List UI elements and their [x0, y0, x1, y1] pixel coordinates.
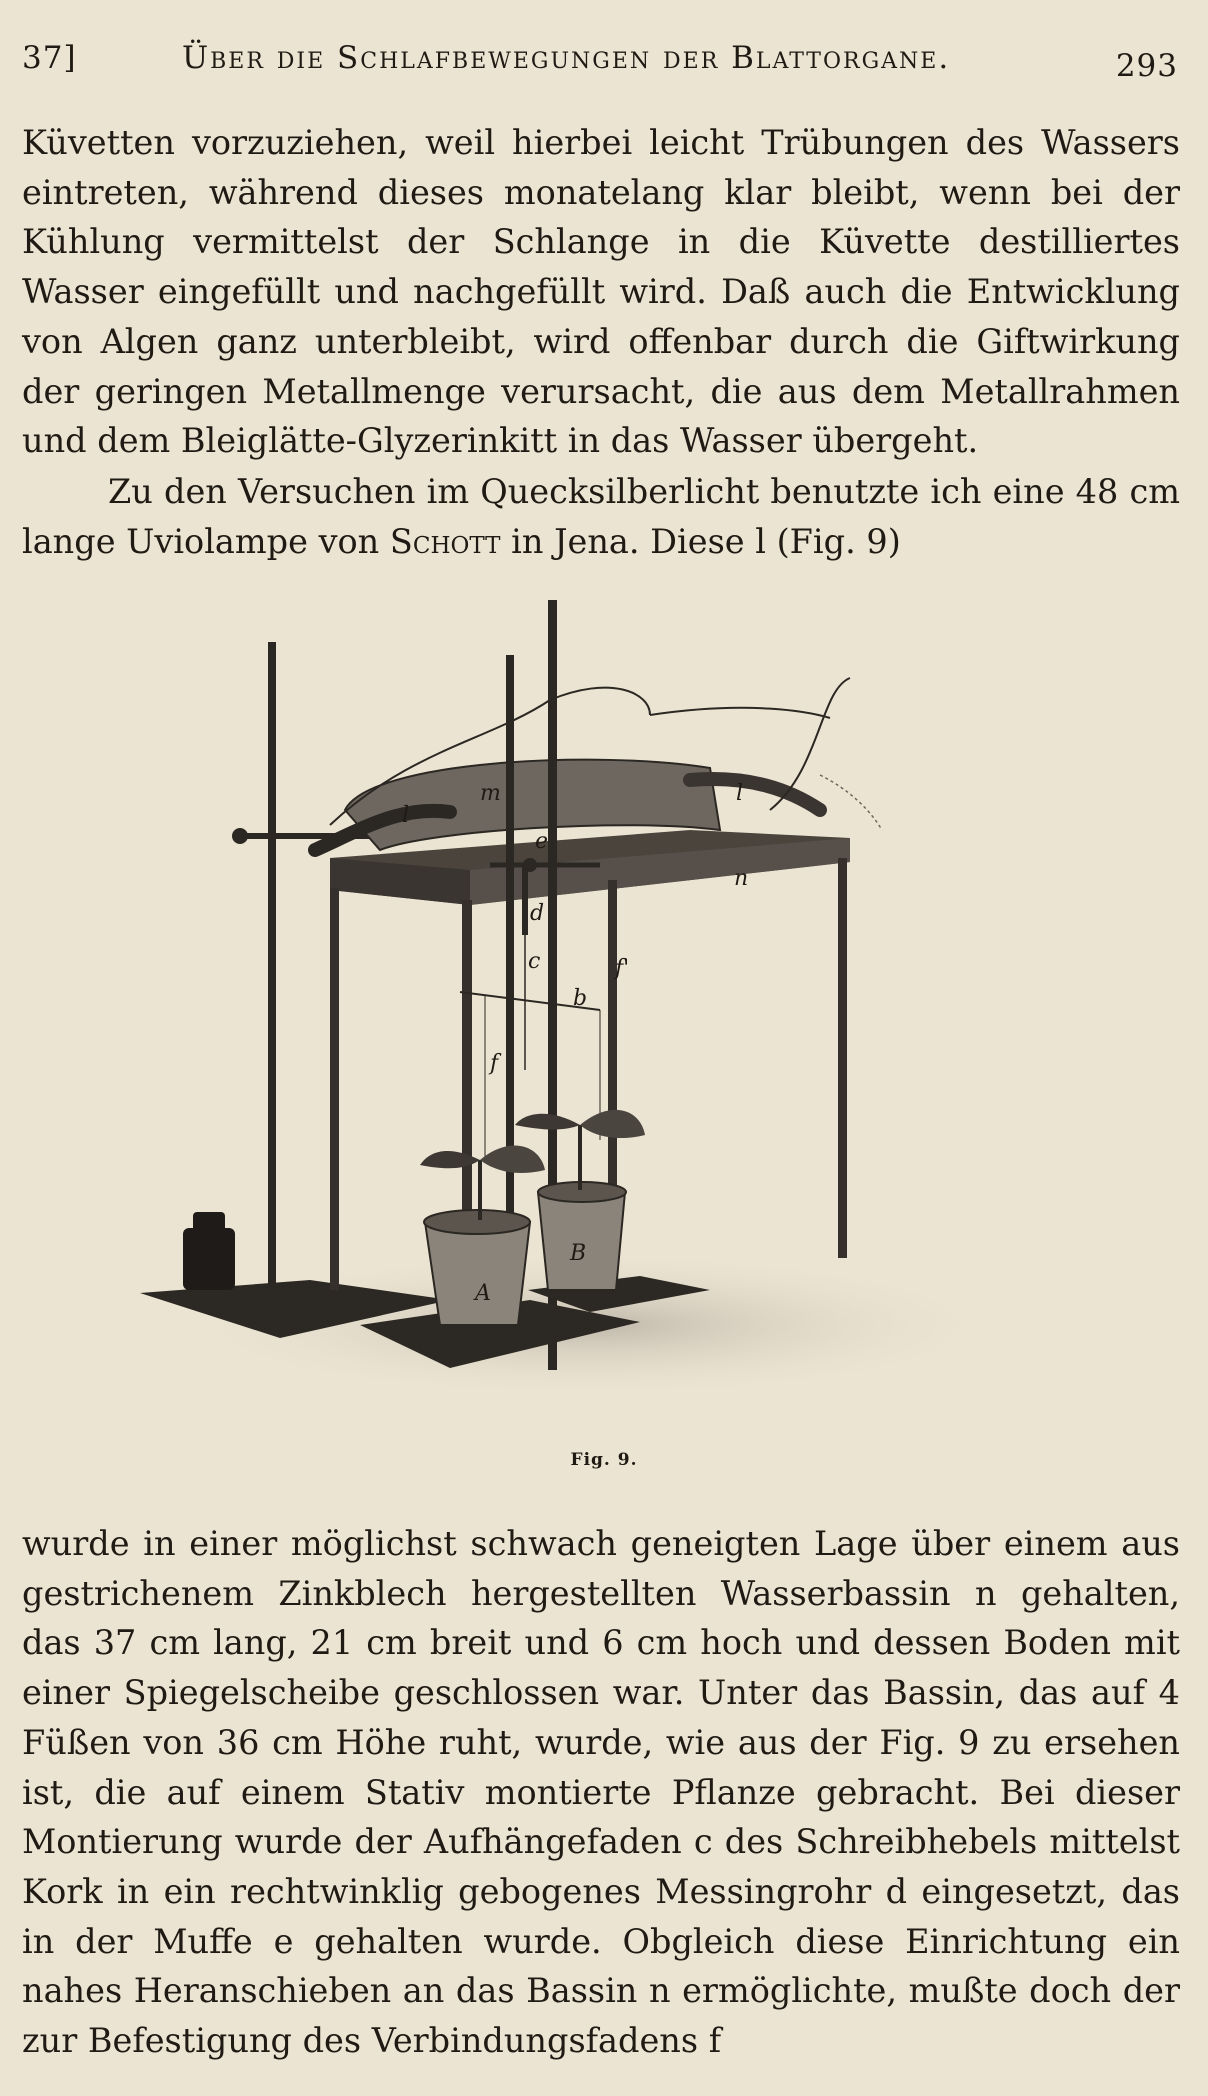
bean-plant-a [420, 1146, 545, 1220]
plant-stand-rod [506, 655, 514, 1285]
figure-label-m: m [480, 781, 501, 806]
paragraph-text: Zu den Versuchen im Quecksilberlicht benutzte ich eine 48 cm lange Uviolampe von [22, 472, 1180, 561]
figure-label-d: d [530, 901, 545, 926]
table-leg [838, 858, 847, 1258]
reflection-line [820, 775, 882, 830]
apparatus-illustration [130, 600, 1010, 1430]
figure-label-c: c [528, 949, 541, 974]
weight [183, 1212, 235, 1290]
running-title: Über die Schlafbewegungen der Blattorgane. [182, 40, 951, 76]
plant-pot-b [538, 1182, 626, 1290]
page-number: 293 [1115, 48, 1178, 84]
plant-pot-a [424, 1210, 530, 1325]
figure-caption: Fig. 9. [570, 1450, 638, 1470]
figure-label-b-pot: B [570, 1241, 587, 1266]
figure-label-n: n [734, 866, 749, 891]
figure-label-b: b [573, 986, 588, 1011]
author-name: Schott [389, 521, 501, 561]
chapter-marker: 37] [22, 40, 77, 76]
clamp-screw [232, 828, 248, 844]
paragraph [22, 467, 1180, 566]
wire [650, 708, 830, 718]
running-header [22, 40, 1178, 90]
paragraph: Küvetten vorzuziehen, weil hierbei leicht Trübungen des Wassers eintreten, während dieses monatelang klar bleibt, wenn bei der Kühlung vermittelst der Schlange in die Küvette destilliertes Wasser eingefüllt und nachgefüllt wird. Daß auch die Entwicklung von Algen ganz unterbleibt, wird offenbar durch die Giftwirkung der geringen Metallmenge verursacht, die aus dem Metallrahmen und dem Bleiglätte-Glyzerinkitt in das Wasser übergeht. [22, 123, 1180, 461]
table-leg [330, 888, 339, 1290]
figure-label-a: A [475, 1281, 491, 1306]
figure-label-e: e [535, 829, 549, 854]
paragraph-text: in Jena. Diese l (Fig. 9) [500, 521, 901, 561]
bean-plant-b [515, 1110, 645, 1190]
figure-label-l-left: l [402, 803, 410, 828]
paragraph: wurde in einer möglichst schwach geneigten Lage über einem aus gestrichenem Zinkblech hergestellten Wasserbassin n gehalten, das 37 cm lang, 21 cm breit und 6 cm hoch und dessen Boden mit einer Spiegelscheibe geschlossen war. Unter das Bassin, das auf 4 Füßen von 36 cm Höhe ruht, wurde, wie aus der Fig. 9 zu ersehen ist, die auf einem Stativ montierte Pflanze gebracht. Bei dieser Montierung wurde der Aufhängefaden c des Schreibhebels mittelst Kork in ein rechtwinklig gebogenes Messingrohr d eingesetzt, das in der Muffe e gehalten wurde. Obgleich diese Einrichtung ein nahes Heranschieben an das Bassin n ermöglichte, mußte doch der zur Befestigung des Verbindungsfadens f [22, 1524, 1180, 2061]
left-stand-rod [268, 642, 276, 1292]
figure-label-f: f [490, 1051, 499, 1076]
figure-label-l-right: l [736, 781, 744, 806]
figure-label-f-prime: f' [615, 956, 630, 981]
